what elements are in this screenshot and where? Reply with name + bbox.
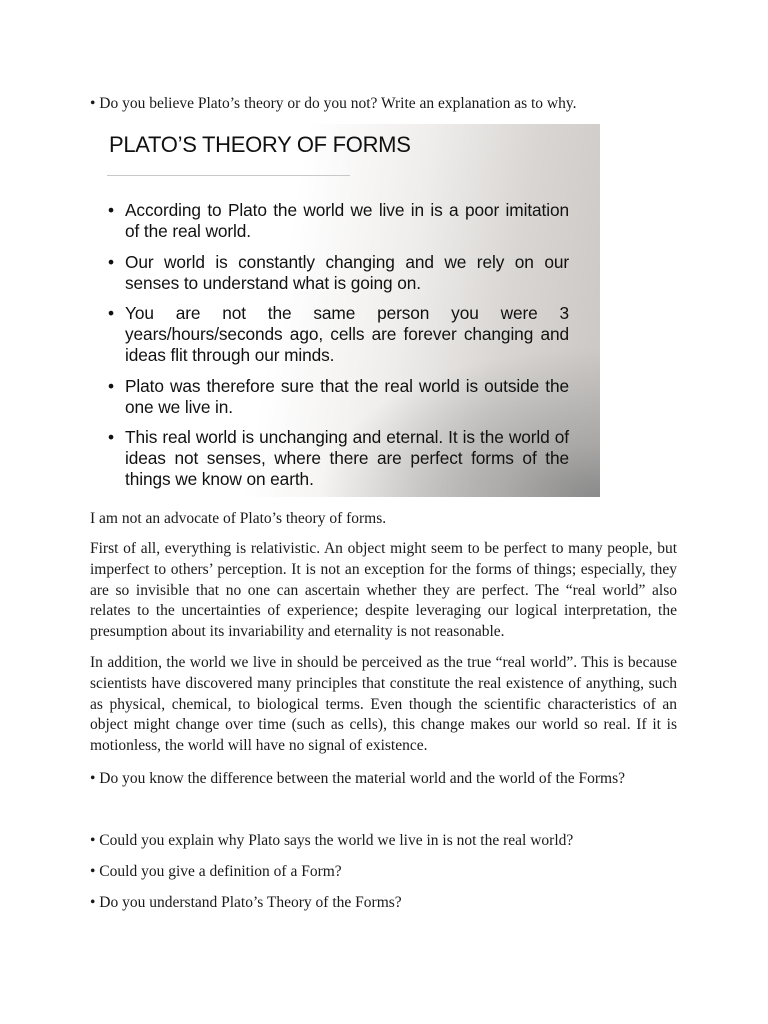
slide-title: PLATO’S THEORY OF FORMS xyxy=(109,132,411,157)
question-material-vs-forms: • Do you know the difference between the material world and the world of the Forms? xyxy=(90,770,625,787)
slide-bullet-text: You are not the same person you were 3 years/hours/seconds ago, cells are forever changing and ideas flit through our minds. xyxy=(125,303,569,365)
question-believe-theory: • Do you believe Plato’s theory or do you not? Write an explanation as to why. xyxy=(90,95,577,112)
answer-paragraph-relativism: First of all, everything is relativistic. An object might seem to be perfect to many people, but imperfect to others’ perception. It is not an exception for the forms of things; especially, they are so invisible that no one can ascertain whether they are perfect. The “real world” also relates to the uncertainties of experience; despite leveraging our logical interpretation, the presumption about its invariability and eternality is not reasonable. xyxy=(90,540,677,641)
slide-title-divider xyxy=(107,175,350,176)
slide-bullet-list xyxy=(107,200,569,497)
slide-bullet-item xyxy=(107,200,569,242)
slide-bullet-item xyxy=(107,427,569,490)
slide-bullet-text: Plato was therefore sure that the real world is outside the one we live in. xyxy=(125,375,569,417)
answer-paragraph-real-world: In addition, the world we live in should be perceived as the true “real world”. This is because scientists have discovered many principles that constitute the real existence of anything, such as physical, chemical, to biological terms. Even though the scientific characteristics of an object might change over time (such as cells), this change makes our world so real. If it is motionless, the world will have no signal of existence. xyxy=(90,654,677,755)
question-definition-of-form: • Could you give a definition of a Form? xyxy=(90,863,342,880)
slide-bullet-text: According to Plato the world we live in is a poor imitation of the real world. xyxy=(125,200,569,241)
bullet-glyph: • xyxy=(108,375,114,396)
bullet-glyph: • xyxy=(108,251,114,272)
slide-bullet-item xyxy=(107,376,569,418)
question-why-not-real-world: • Could you explain why Plato says the world we live in is not the real world? xyxy=(90,832,574,849)
bullet-glyph: • xyxy=(108,303,114,323)
slide-bullet-item xyxy=(107,303,569,366)
plato-theory-slide-image xyxy=(90,124,600,497)
bullet-glyph: • xyxy=(108,427,114,447)
question-understand-theory: • Do you understand Plato’s Theory of the Forms? xyxy=(90,894,402,911)
bullet-glyph: • xyxy=(108,200,114,220)
slide-bullet-item xyxy=(107,252,569,294)
slide-bullet-text: This real world is unchanging and eternal. It is the world of ideas not senses, where there are perfect forms of the things we know on earth. xyxy=(125,427,569,489)
answer-intro: I am not an advocate of Plato’s theory of forms. xyxy=(90,510,387,527)
slide-bullet-text: Our world is constantly changing and we rely on our senses to understand what is going on. xyxy=(125,251,569,293)
